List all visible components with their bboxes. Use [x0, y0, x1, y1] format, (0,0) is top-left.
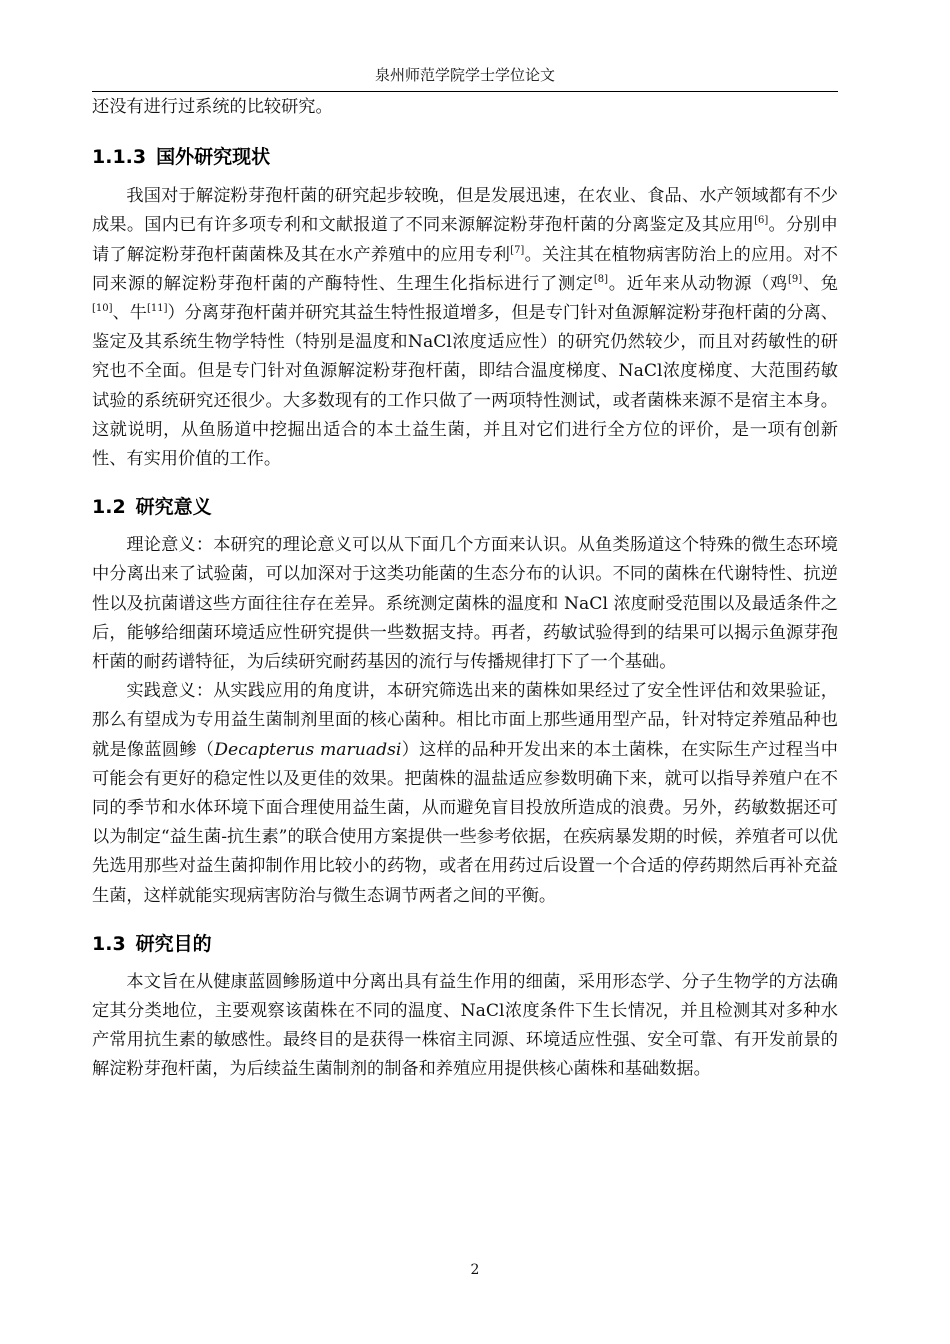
citation-ref: [10] — [92, 303, 113, 315]
text-run: ）分离芽孢杆菌并研究其益生特性报道增多，但是专门针对鱼源解淀粉芽孢杆菌的分离、鉴定及其系统生物学特性（特别是温度和NaCl浓度适应性）的研究仍然较少，而且对药敏性的研究也不全面。但是专门针对鱼源解淀粉芽孢杆菌，即结合温度梯度、NaCl浓度梯度、大范围药敏试验的系统研究还很少。大多数现有的工作只做了一两项特性测试，或者菌株来源不是宿主本身。这就说明，从鱼肠道中挖掘出适合的本土益生菌，并且对它们进行全方位的评价，是一项有创新性、有实用价值的工作。 — [92, 303, 838, 470]
paragraph-research-purpose: 本文旨在从健康蓝圆鲹肠道中分离出具有益生作用的细菌，采用形态学、分子生物学的方法确定其分类地位，主要观察该菌株在不同的温度、NaCl浓度条件下生长情况，并且检测其对多种水产常用抗生素的敏感性。最终目的是获得一株宿主同源、环境适应性强、安全可靠、有开发前景的解淀粉芽孢杆菌，为后续益生菌制剂的制备和养殖应用提供核心菌株和基础数据。 — [92, 971, 838, 1080]
section-number: 1.2 — [92, 496, 126, 519]
text-run: 、兔 — [802, 273, 838, 294]
section-title: 研究目的 — [135, 932, 212, 955]
text-run: 我国对于解淀粉芽孢杆菌的研究起步较晚，但是发展迅速，在农业、食品、水产领域都有不少成果。国内已有许多项专利和文献报道了不同来源解淀粉芽孢杆菌的分离鉴定及其应用 — [92, 186, 838, 236]
section-number: 1.1.3 — [92, 146, 147, 169]
continuation-paragraph: 还没有进行过系统的比较研究。 — [92, 97, 333, 117]
text-run: 、牛 — [112, 303, 147, 324]
section-heading-1-1-3 — [92, 144, 838, 170]
section-number: 1.3 — [92, 932, 126, 955]
paragraph-theoretical-significance: 理论意义：本研究的理论意义可以从下面几个方面来认识。从鱼类肠道这个特殊的微生态环境中分离出来了试验菌，可以加深对于这类功能菌的生态分布的认识。不同的菌株在代谢特性、抗逆性以及抗菌谱这些方面往往存在差异。系统测定菌株的温度和 NaCl 浓度耐受范围以及最适条件之后，能够给细菌环境适应性研究提供一些数据支持。再者，药敏试验得到的结果可以揭示鱼源芽孢杆菌的耐药谱特征，为后续研究耐药基因的流行与传播规律打下了一个基础。 — [92, 535, 838, 673]
page-body — [92, 93, 838, 1085]
paragraph-foreign-research — [92, 182, 838, 474]
text-run: 。关注其在植物病害防治上的应用。对不同来源的解淀粉芽孢杆菌的产酶特性、生理生化指标进行了测定 — [92, 244, 838, 294]
citation-ref: [6] — [754, 215, 769, 227]
section-title: 国外研究现状 — [156, 146, 271, 169]
text-run: ）这样的品种开发出来的本土菌株，在实际生产过程当中可能会有更好的稳定性以及更佳的效果。把菌株的温盐适应参数明确下来，就可以指导养殖户在不同的季节和水体环境下面合理使用益生菌，从而避免盲目投放所造成的浪费。另外，药敏数据还可以为制定“益生菌-抗生素”的联合使用方案提供一些参考依据，在疾病暴发期的时候，养殖者可以优先选用那些对益生菌抑制作用比较小的药物，或者在用药过后设置一个合适的停药期然后再补充益生菌，这样就能实现病害防治与微生态调节两者之间的平衡。 — [92, 739, 838, 906]
running-header: 泉州师范学院学士学位论文 — [374, 66, 555, 84]
citation-ref: [11] — [146, 303, 168, 315]
species-name: Decapterus maruadsi — [214, 739, 402, 760]
section-heading-1-2 — [92, 494, 838, 520]
section-title: 研究意义 — [135, 496, 212, 519]
citation-ref: [7] — [510, 244, 525, 256]
citation-ref: [8] — [593, 273, 608, 285]
citation-ref: [9] — [787, 273, 803, 285]
section-heading-1-3 — [92, 931, 838, 957]
text-run: 。近年来从动物源（鸡 — [608, 273, 788, 294]
page-number: 2 — [470, 1262, 480, 1278]
text-run: 。分别申请了解淀粉芽孢杆菌菌株及其在水产养殖中的应用专利 — [92, 215, 838, 265]
paragraph-practical-significance — [92, 677, 838, 911]
text-run: 实践意义：从实践应用的角度讲，本研究筛选出来的菌株如果经过了安全性评估和效果验证，那么有望成为专用益生菌制剂里面的核心菌种。相比市面上那些通用型产品，针对特定养殖品种也就是像蓝圆鲹（ — [92, 681, 838, 760]
header-rule — [92, 91, 838, 92]
